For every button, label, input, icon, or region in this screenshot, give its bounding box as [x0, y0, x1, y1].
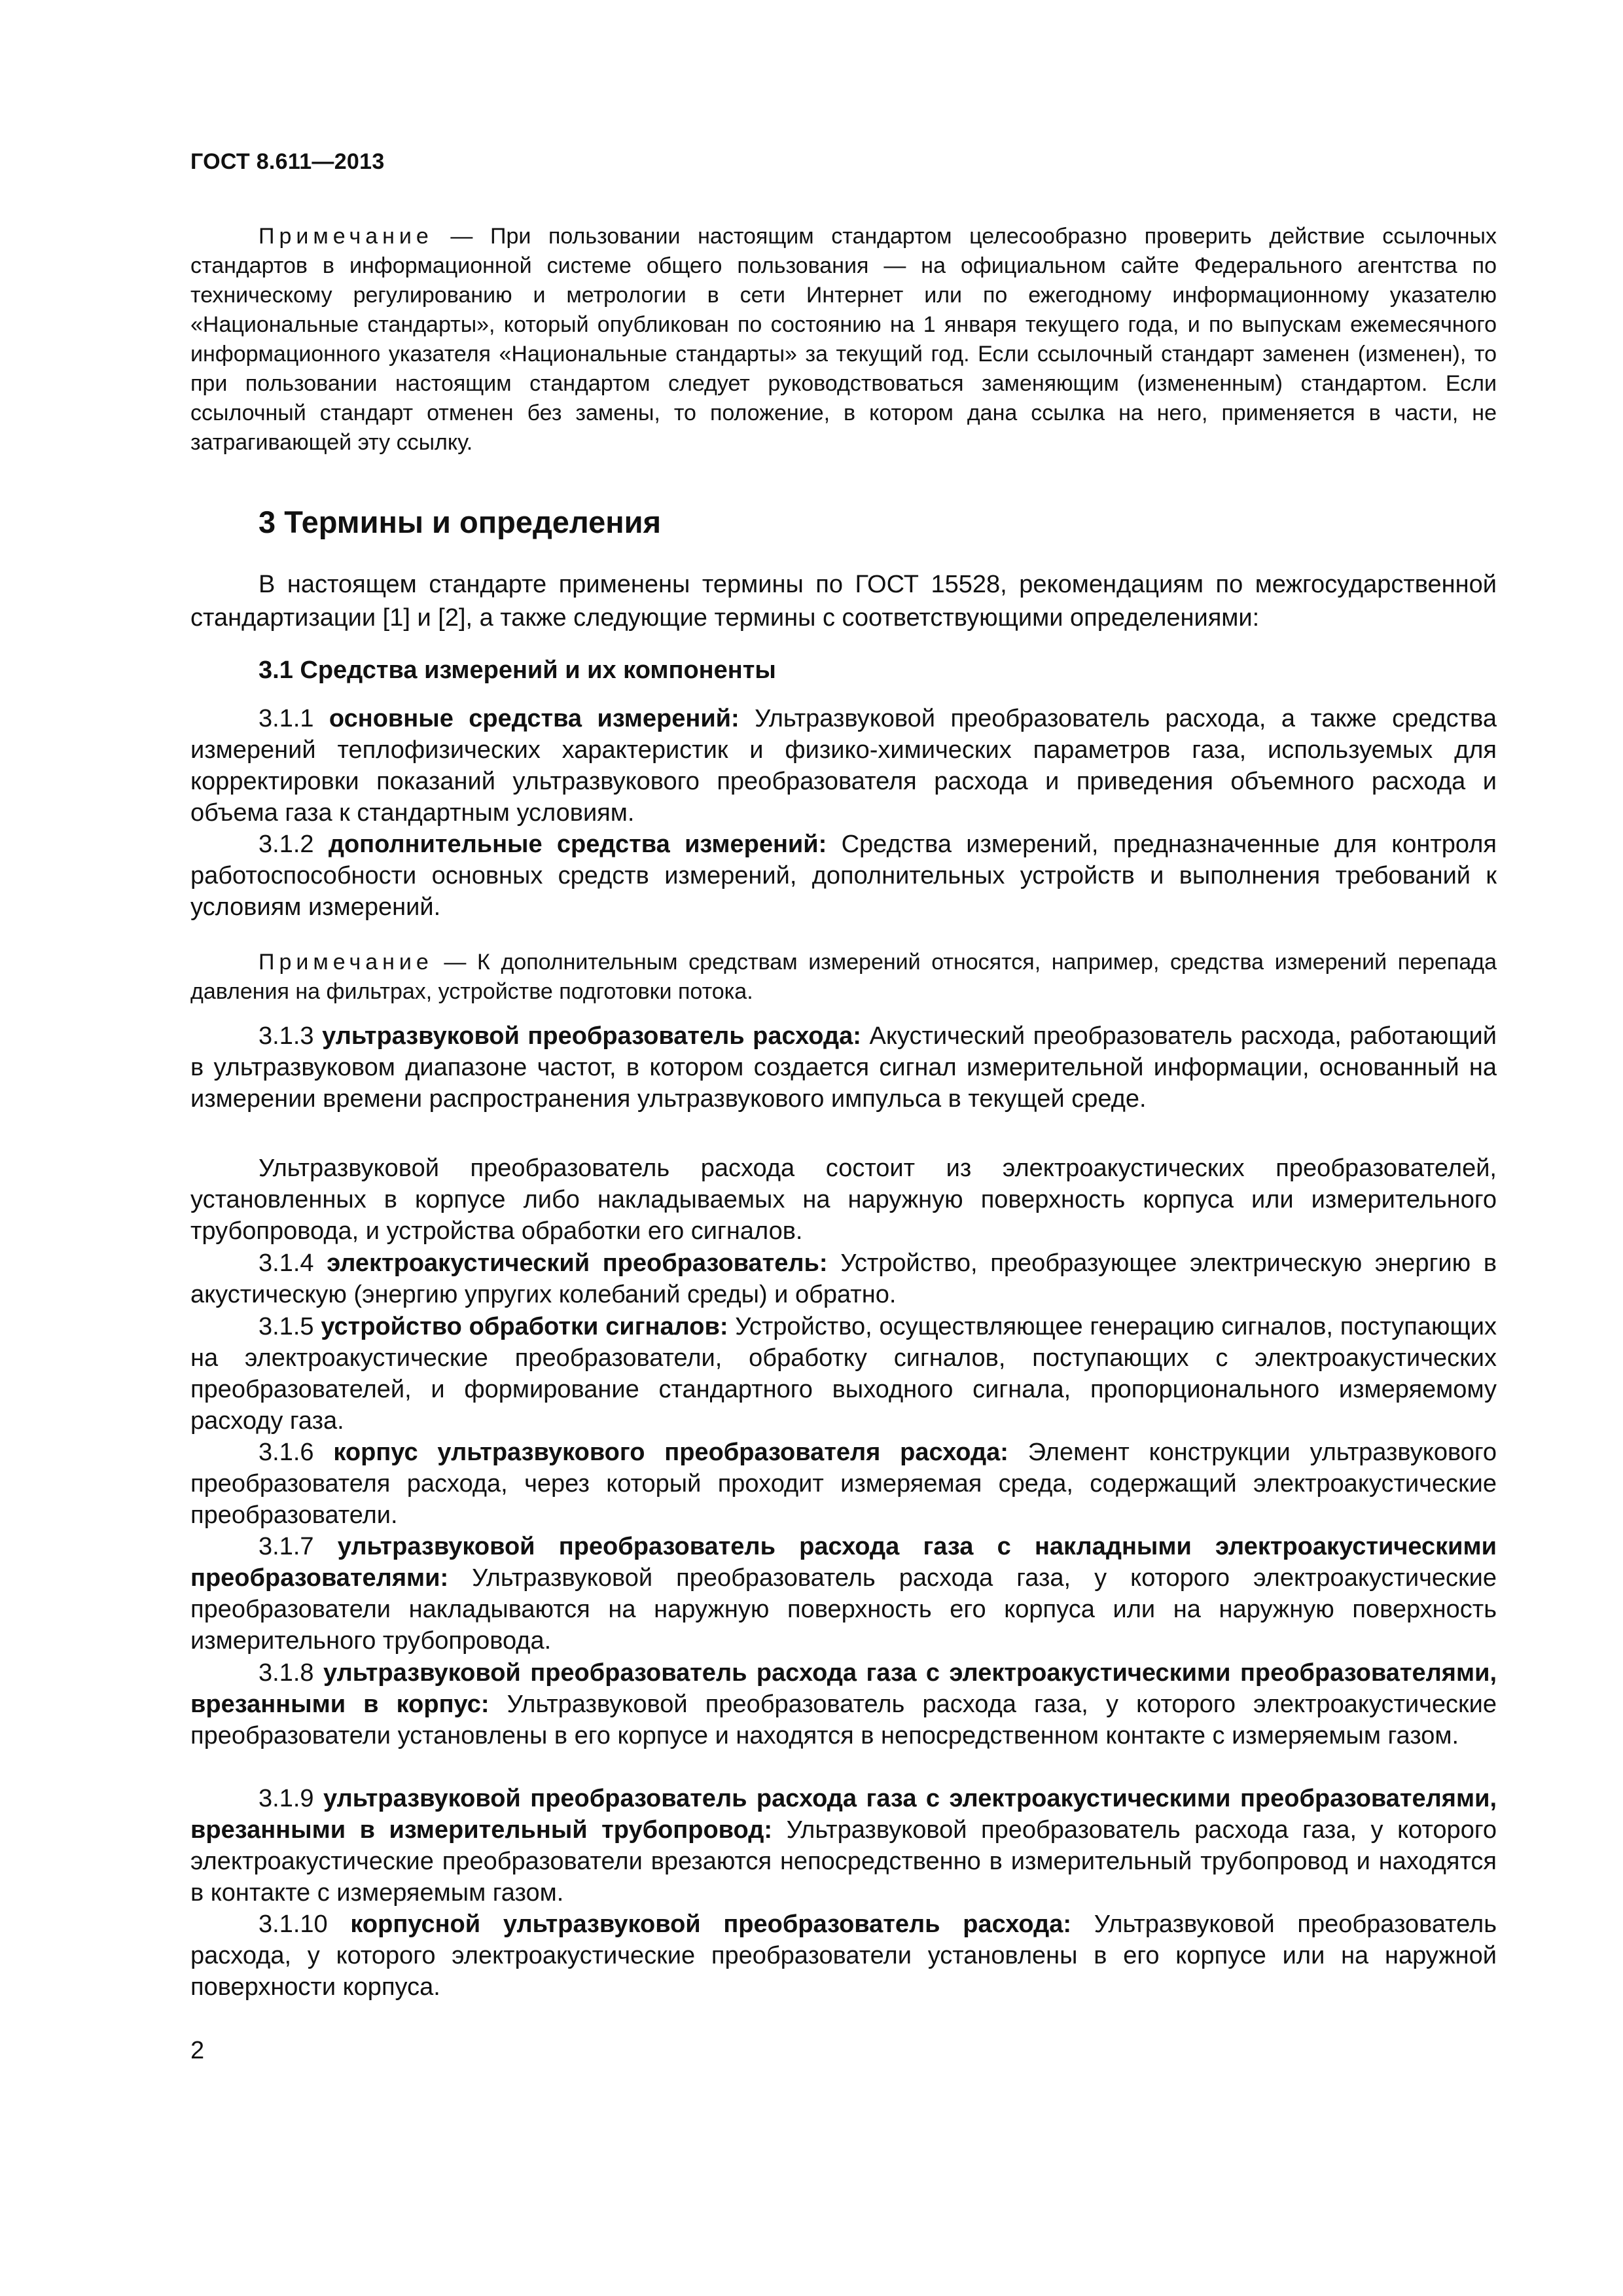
term-number: 3.1.7: [259, 1533, 338, 1560]
term-text: Акустический преобразователь расхода, работающий в ультразвуковом диапазоне частот, в котором создается сигнал измерительной информации, основанный на измерении времени распространения ультразвукового импульса в текущей среде.: [190, 1022, 1497, 1113]
term-definition-3-1-4: [190, 1247, 1497, 1310]
page-number: 2: [190, 2037, 205, 2064]
term-number: 3.1.10: [259, 1910, 351, 1938]
term-text: Ультразвуковой преобразователь расхода, у которого электроакустические преобразователи установлены в его корпусе или на наружной поверхности корпуса.: [190, 1910, 1497, 2001]
term-text: Ультразвуковой преобразователь расхода газа, у которого электроакустические преобразователи установлены в его корпусе и находятся в непосредственном контакте с измеряемым газом.: [190, 1691, 1497, 1749]
term-name: ультразвуковой преобразователь расхода газа с электроакустическими преобразователями, врезанными в корпус:: [190, 1659, 1497, 1718]
term-text: Средства измерений, предназначенные для контроля работоспособности основных средств измерений, дополнительных устройств и выполнения требований к условиям измерений.: [190, 831, 1497, 921]
term-number: 3.1.9: [259, 1785, 323, 1812]
term-definition-3-1-5: [190, 1311, 1497, 1437]
term-name: ультразвуковой преобразователь расхода:: [322, 1022, 861, 1050]
term-continuation-paragraph: Ультразвуковой преобразователь расхода состоит из электроакустических преобразователей, установленных в корпусе либо накладываемых на наружную поверхность корпуса или измерительного трубопровода, и устройства обработки его сигналов.: [190, 1155, 1497, 1245]
term-definition-3-1-10: [190, 1909, 1497, 2003]
term-text: Устройство, осуществляющее генерацию сигналов, поступающих на электроакустические преобразователи, обработку сигналов, поступающих с электроакустических преобразователей, и формирование стандартного выходного сигнала, пропорционального измеряемому расходу газа.: [190, 1313, 1497, 1435]
document-code-header: ГОСТ 8.611—2013: [190, 149, 385, 174]
term-name: электроакустический преобразователь:: [327, 1249, 828, 1277]
note-label: Примечание: [259, 950, 433, 975]
term-definition-3-1-1: [190, 703, 1497, 829]
section-title: 3 Термины и определения: [259, 505, 661, 539]
term-definition-3-1-2: [190, 829, 1497, 923]
term-number: 3.1.8: [259, 1659, 323, 1687]
section-intro: В настоящем стандарте применены термины по ГОСТ 15528, рекомендациям по межгосударственной стандартизации [1] и [2], а также следующие термины с соответствующими определениями:: [190, 571, 1497, 632]
reference-note: [190, 222, 1497, 457]
term-number: 3.1.4: [259, 1249, 327, 1277]
term-name: дополнительные средства измерений:: [328, 831, 827, 858]
term-definition-3-1-7: [190, 1531, 1497, 1657]
term-number: 3.1.3: [259, 1022, 323, 1050]
term-name: корпус ультразвукового преобразователя расхода:: [333, 1439, 1008, 1466]
term-definition-3-1-6: [190, 1437, 1497, 1531]
term-name: устройство обработки сигналов:: [321, 1313, 728, 1340]
term-definition-3-1-8: [190, 1657, 1497, 1751]
subsection-title: 3.1 Средства измерений и их компоненты: [259, 656, 776, 684]
term-text: Устройство, преобразующее электрическую энергию в акустическую (энергию упругих колебаний среды) и обратно.: [190, 1249, 1497, 1308]
term-definition-3-1-3: [190, 1020, 1497, 1115]
note-text: — К дополнительным средствам измерений относятся, например, средства измерений перепада давления на фильтрах, устройстве подготовки потока.: [190, 950, 1497, 1004]
term-number: 3.1.1: [259, 705, 329, 732]
term-name: ультразвуковой преобразователь расхода газа с накладными электроакустическими преобразователями:: [190, 1533, 1497, 1592]
term-text: Ультразвуковой преобразователь расхода газа, у которого электроакустические преобразователи накладываются на наружную поверхность его корпуса или на наружную поверхность измерительного трубопровода.: [190, 1564, 1497, 1655]
term-name: корпусной ультразвуковой преобразователь расхода:: [350, 1910, 1072, 1938]
term-name: ультразвуковой преобразователь расхода газа с электроакустическими преобразователями, врезанными в измерительный трубопровод:: [190, 1785, 1497, 1844]
note-text: — При пользовании настоящим стандартом целесообразно проверить действие ссылочных стандартов в информационной системе общего пользования — на официальном сайте Федерального агентства по техническому регулированию и метрологии в сети Интернет или по ежегодному информационному указателю «Национальные стандарты», который опубликован по состоянию на 1 января текущего года, и по выпускам ежемесячного информационного указателя «Национальные стандарты» за текущий год. Если ссылочный стандарт заменен (изменен), то при пользовании настоящим стандартом следует руководствоваться заменяющим (измененным) стандартом. Если ссылочный стандарт отменен без замены, то положение, в котором дана ссылка на него, применяется в части, не затрагивающей эту ссылку.: [190, 224, 1497, 455]
term-text: Ультразвуковой преобразователь расхода, а также средства измерений теплофизических характеристик и физико-химических параметров газа, используемых для корректировки показаний ультразвукового преобразователя расхода и приведения объемного расхода и объема газа к стандартным условиям.: [190, 705, 1497, 827]
supplementary-note: [190, 948, 1497, 1007]
term-text: Ультразвуковой преобразователь расхода газа, у которого электроакустические преобразователи врезаются непосредственно в измерительный трубопровод и находятся в контакте с измеряемым газом.: [190, 1816, 1497, 1907]
term-number: 3.1.5: [259, 1313, 321, 1340]
term-definition-3-1-9: [190, 1783, 1497, 1909]
term-name: основные средства измерений:: [329, 705, 740, 732]
term-number: 3.1.2: [259, 831, 329, 858]
note-label: Примечание: [259, 224, 433, 249]
term-number: 3.1.6: [259, 1439, 334, 1466]
term-text: Элемент конструкции ультразвукового преобразователя расхода, через который проходит измеряемая среда, содержащий электроакустические преобразователи.: [190, 1439, 1497, 1529]
